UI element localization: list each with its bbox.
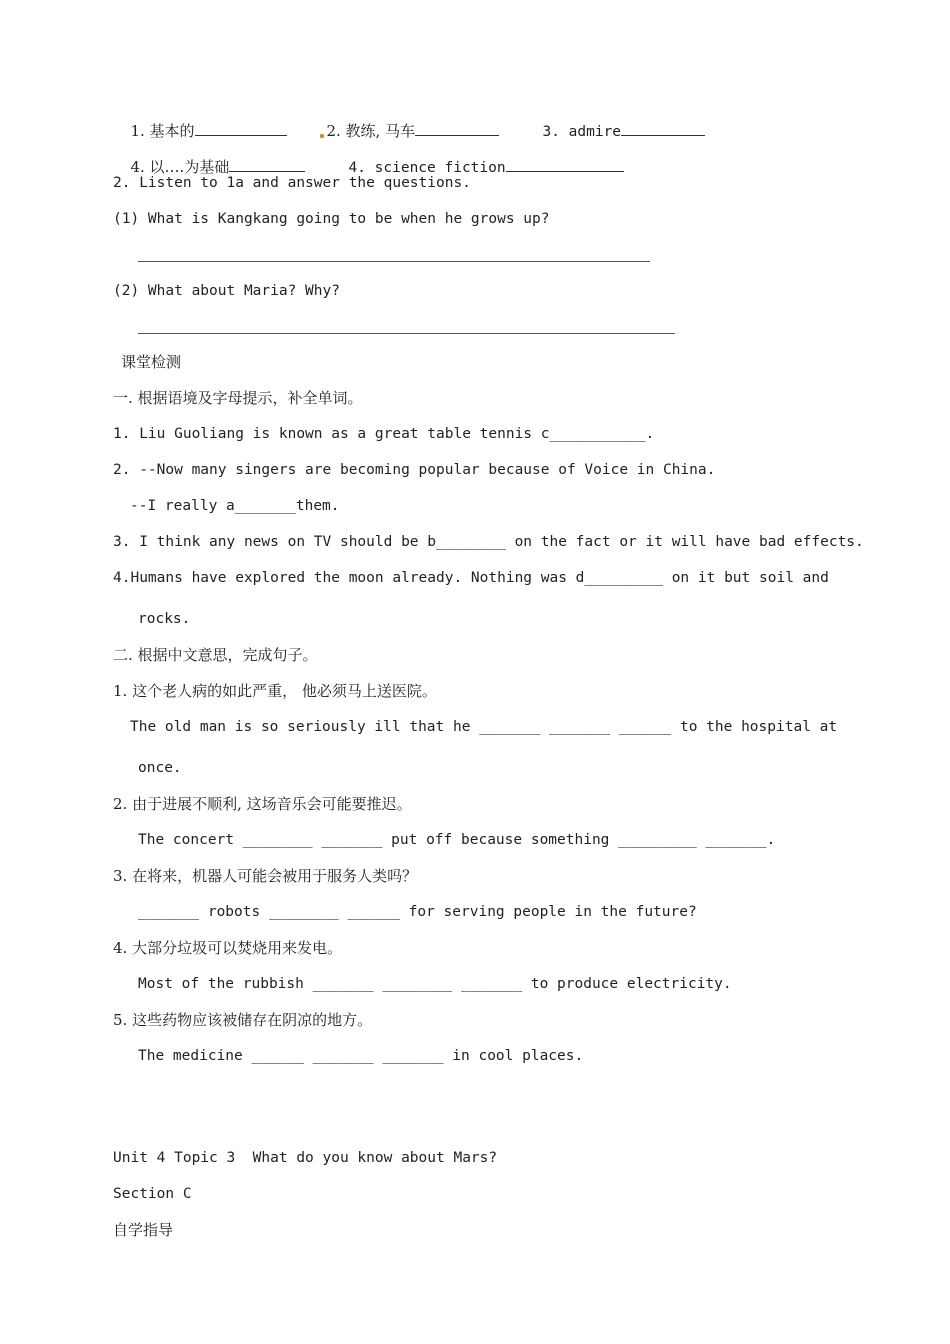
part2-q5-chinese: 5. 这些药物应该被储存在阴凉的地方。 (113, 1011, 373, 1029)
part2-q2-english: The concert ________ _______ put off because something _________ _______. (138, 832, 776, 848)
part2-q5-english: The medicine ______ _______ _______ in cool places. (138, 1048, 584, 1064)
part2-q1-chinese: 1. 这个老人病的如此严重， 他必须马上送医院。 (113, 682, 437, 700)
anchor-mark-icon (320, 134, 324, 138)
part1-sentence-1: 1. Liu Guoliang is known as a great table tennis c___________. (113, 426, 655, 442)
vocab-item-5: 4. science fiction (348, 160, 506, 176)
part1-sentence-4b: rocks. (138, 611, 191, 627)
part2-q3-chinese: 3. 在将来，机器人可能会被用于服务人类吗？ (113, 867, 418, 885)
answer-line-2[interactable] (138, 333, 675, 334)
vocab-item-2: 2. 教练, 马车 (326, 122, 416, 140)
vocab-item-5-wrap (331, 137, 624, 178)
part2-q4-english: Most of the rubbish _______ ________ _______ to produce electricity. (138, 976, 732, 992)
listening-heading: 2. Listen to 1a and answer the questions. (113, 175, 471, 191)
part2-q1-english: The old man is so seriously ill that he _______ _______ ______ to the hospital at (130, 719, 838, 735)
unit-title: Unit 4 Topic 3 What do you know about Mars? (113, 1150, 498, 1166)
answer-blank[interactable] (621, 121, 705, 136)
part1-sentence-4a: 4.Humans have explored the moon already. Nothing was d_________ on it but soil and (113, 570, 829, 586)
part2-heading: 二. 根据中文意思，完成句子。 (113, 646, 318, 664)
section-title: 课堂检测 (121, 353, 182, 371)
part1-heading: 一. 根据语境及字母提示，补全单词。 (113, 389, 363, 407)
answer-blank[interactable] (506, 157, 624, 172)
vocab-item-4: 4. 以….为基础 (130, 158, 230, 176)
vocab-item-2-wrap (303, 101, 499, 142)
part2-q1-english-cont: once. (138, 760, 182, 776)
section-label: Section C (113, 1186, 192, 1202)
answer-blank[interactable] (195, 121, 287, 136)
vocab-item-3-wrap (525, 101, 705, 142)
listening-question-2: (2) What about Maria? Why? (113, 283, 340, 299)
part2-q2-chinese: 2. 由于进展不顺利, 这场音乐会可能要推迟。 (113, 795, 412, 813)
vocab-row-2 (113, 137, 305, 178)
listening-question-1: (1) What is Kangkang going to be when he grows up? (113, 211, 550, 227)
vocab-item-1: 1. 基本的 (130, 122, 195, 140)
part2-q3-english: _______ robots ________ ______ for serving people in the future? (138, 904, 697, 920)
answer-line-1[interactable] (138, 261, 650, 262)
self-study-guide-label: 自学指导 (113, 1221, 174, 1239)
part1-sentence-2a: 2. --Now many singers are becoming popular because of Voice in China. (113, 462, 716, 478)
part2-q4-chinese: 4. 大部分垃圾可以焚烧用来发电。 (113, 939, 343, 957)
vocab-item-3: 3. admire (542, 124, 622, 140)
part1-sentence-3: 3. I think any news on TV should be b________ on the fact or it will have bad effects. (113, 534, 864, 550)
part1-sentence-2b: --I really a_______them. (130, 498, 340, 514)
answer-blank[interactable] (229, 157, 305, 172)
vocab-row-1 (113, 101, 287, 142)
answer-blank[interactable] (415, 121, 499, 136)
